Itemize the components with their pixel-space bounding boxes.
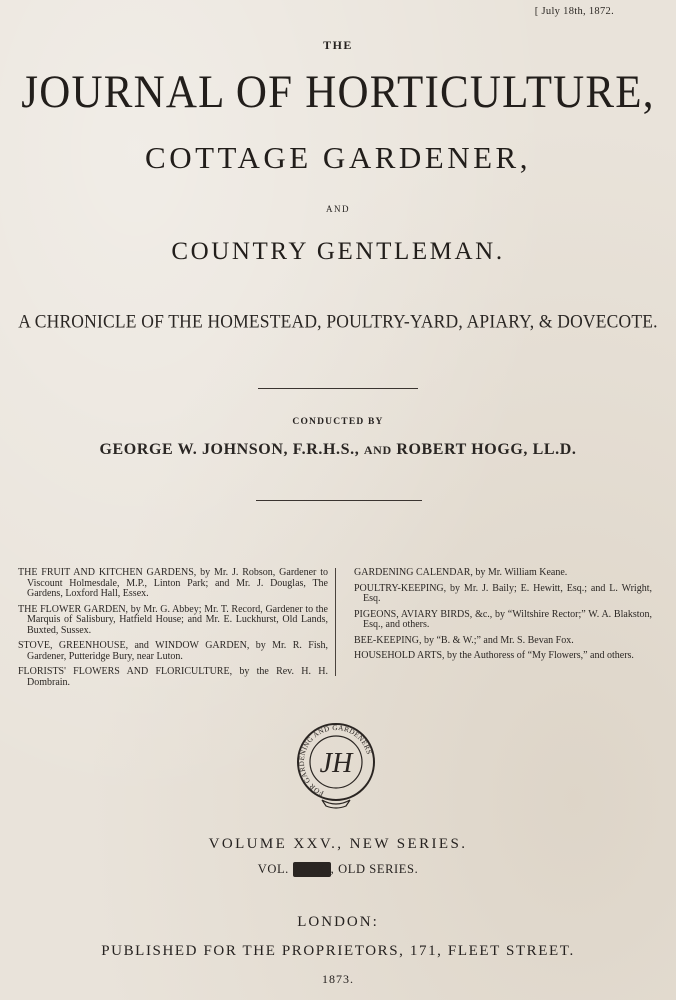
- editors-line: [0, 441, 676, 459]
- emblem-monogram: JH: [319, 748, 353, 779]
- contributor-entry: HOUSEHOLD ARTS, by the Authoress of “My Flowers,” and others.: [354, 650, 634, 661]
- conducted-by-label: CONDUCTED BY: [292, 417, 384, 427]
- vol-prefix: VOL.: [257, 862, 289, 876]
- chronicle-tagline: A CHRONICLE OF THE HOMESTEAD, POULTRY-YARD, APIARY, & DOVECOTE.: [18, 310, 658, 332]
- volume-old-series: [0, 862, 676, 877]
- divider-rule-top: [258, 388, 418, 389]
- editor-johnson: GEORGE W. JOHNSON, F.R.H.S.,: [99, 441, 360, 458]
- monogram-emblem: [294, 718, 378, 810]
- contributor-entry: BEE-KEEPING, by “B. & W.;” and Mr. S. Bevan Fox.: [354, 634, 574, 646]
- contributor-entry: FLORISTS' FLOWERS AND FLORICULTURE, by the Rev. H. H. Dombrain.: [18, 666, 328, 688]
- masthead-and: AND: [326, 204, 350, 214]
- contributors-right-column: [354, 568, 652, 667]
- emblem-ring-text: FOR GARDENING AND GARDENERS: [297, 723, 374, 798]
- contributor-entry: PIGEONS, AVIARY BIRDS, &c., by “Wiltshire Rector;” W. A. Blakston, Esq., and others.: [354, 608, 652, 630]
- volume-new-series: VOLUME XXV., NEW SERIES.: [208, 836, 468, 852]
- subtitle-country-gentleman: COUNTRY GENTLEMAN.: [171, 238, 505, 265]
- imprint-year: 1873.: [322, 972, 354, 986]
- issue-date-note: [ July 18th, 1872.: [534, 6, 614, 17]
- vol-old-suffix: , OLD SERIES.: [330, 862, 419, 876]
- vol-old-number: XLIX.: [293, 862, 330, 876]
- contributor-entry: THE FLOWER GARDEN, by Mr. G. Abbey; Mr. T. Record, Gardener to the Marquis of Salisbury, Hatfield House; and Mr. E. Luckhurst, Old Lands, Buxted, Sussex.: [18, 603, 328, 636]
- subtitle-cottage-gardener: COTTAGE GARDENER,: [145, 140, 531, 175]
- imprint-publisher: PUBLISHED FOR THE PROPRIETORS, 171, FLEET STREET.: [101, 943, 575, 959]
- masthead-the: THE: [323, 38, 353, 52]
- contributor-entry: THE FRUIT AND KITCHEN GARDENS, by Mr. J. Robson, Gardener to Viscount Holmesdale, M.P., Linton Park; and Mr. J. Douglas, The Gardens, Loxford Hall, Essex.: [18, 567, 328, 599]
- journal-title: JOURNAL OF HORTICULTURE,: [21, 67, 655, 118]
- contributor-entry: POULTRY-KEEPING, by Mr. J. Baily; E. Hewitt, Esq.; and L. Wright, Esq.: [354, 582, 652, 604]
- editor-hogg: ROBERT HOGG, LL.D.: [396, 441, 577, 458]
- contributor-entry: GARDENING CALENDAR, by Mr. William Keane.: [354, 567, 568, 578]
- editors-and: AND: [363, 443, 392, 457]
- contributors-left-column: [18, 568, 328, 693]
- imprint-city: LONDON:: [297, 914, 379, 930]
- divider-rule-bottom: [256, 500, 422, 501]
- column-divider: [335, 568, 336, 676]
- contributor-entry: STOVE, GREENHOUSE, and WINDOW GARDEN, by Mr. R. Fish, Gardener, Putteridge Bury, near Luton.: [18, 640, 328, 662]
